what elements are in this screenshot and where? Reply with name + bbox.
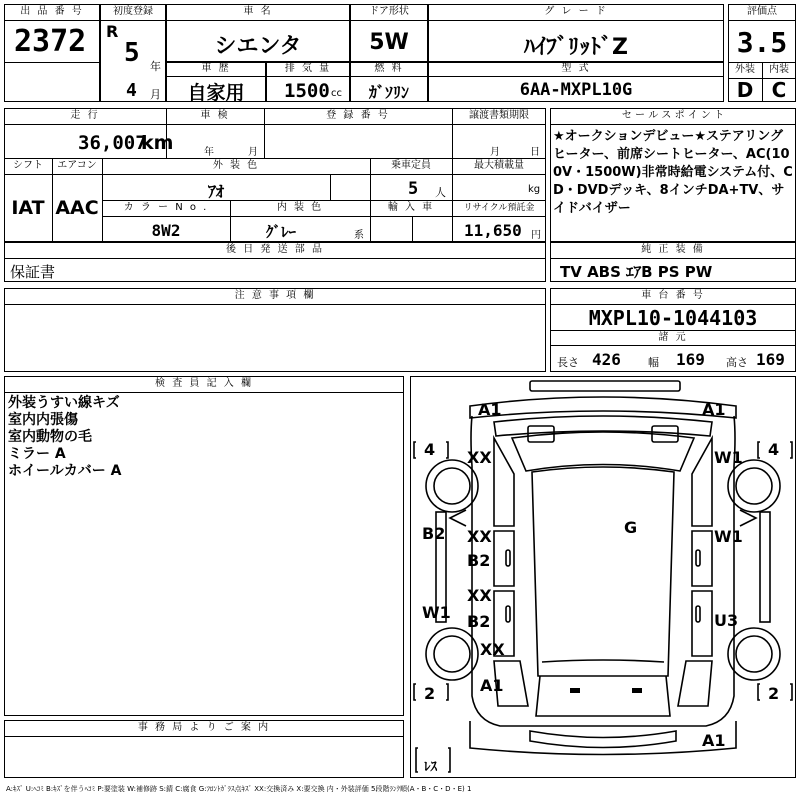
inspector-note: 室内動物の毛 <box>8 429 92 445</box>
mark-door-rear-right: U3 <box>714 611 739 630</box>
tire-tread-front-left: 4 <box>424 440 436 459</box>
mark-roof: G <box>624 518 638 537</box>
lot-number: 2372 <box>14 24 87 59</box>
interior-grade: C <box>771 78 787 102</box>
mark-side-left-b2: B2 <box>422 524 446 543</box>
color-number-label: カ ラ ー N o . <box>123 202 209 213</box>
spare-tire: ﾚｽ <box>424 760 437 775</box>
genuine-equipment: TV ABS ｴｱB PS PW <box>560 263 713 281</box>
interior-color-unit: 系 <box>354 230 364 241</box>
width-label: 幅 <box>648 356 659 369</box>
inspection-month-unit: 月 <box>248 147 258 158</box>
aircon-label: エアコン <box>57 160 97 171</box>
tire-tread-front-right: 4 <box>768 440 780 459</box>
car-name-label: 車 名 <box>243 6 273 17</box>
inspector-label: 検 査 員 記 入 欄 <box>155 378 253 389</box>
chassis-number: MXPL10-1044103 <box>588 306 758 330</box>
displacement: 1500 <box>284 80 330 102</box>
interior-color-label: 内 装 色 <box>276 202 324 213</box>
rating: 3.5 <box>736 26 788 59</box>
door-type-label: ドア形状 <box>369 6 409 17</box>
sales-point-label: セ ー ル ス ポ イ ン ト <box>621 110 725 121</box>
mark-door-rear-left: XX <box>467 586 492 605</box>
mileage: 36,007 <box>78 132 147 154</box>
mark-front-left: A1 <box>478 400 502 419</box>
mileage-label: 走 行 <box>70 110 100 121</box>
mark-front-right: A1 <box>702 400 726 419</box>
capacity: 5 <box>408 179 419 199</box>
capacity-unit: 人 <box>435 186 446 199</box>
inspector-note: ミラー A <box>8 446 66 462</box>
sales-point-text: ★オークションデビュー★ステアリングヒーター、前席シートヒーター、AC(100V・1500W)非常時給電システム付、CD・DVDデッキ、8インチDA+TV、サイドバイザー <box>553 129 793 216</box>
max-load-label: 最大積載量 <box>474 160 524 171</box>
mark-door-front-right: W1 <box>714 527 743 546</box>
inspection-label: 車 検 <box>200 110 230 121</box>
legend: A:ｷｽﾞ U:ﾍｺﾐ B:ｷｽﾞを伴うﾍｺﾐ P:要塗装 W:補修跡 S:錆 C:腐食 G:ﾌﾛﾝﾄｶﾞﾗｽ点ｷｽﾞ XX:交換済み X:要交換 内・外装評価 5段階ﾗﾝｸ順(A・B・C・D・E) 1 <box>6 785 472 793</box>
grade-label: グ レ ー ド <box>544 6 608 17</box>
height-label: 高さ <box>726 356 748 369</box>
car-name: シエンタ <box>214 34 302 59</box>
mark-rear-left: A1 <box>480 676 504 695</box>
inspection-year-unit: 年 <box>204 147 214 158</box>
interior-color: ｸﾞﾚｰ <box>266 223 297 241</box>
exterior-grade-label: 外装 <box>735 64 755 75</box>
inspector-note: ホイールカバー A <box>8 463 122 479</box>
fuel-label: 燃 料 <box>374 63 404 74</box>
transfer-day-unit: 日 <box>530 147 540 158</box>
height: 169 <box>756 350 785 369</box>
aircon: AAC <box>55 197 99 219</box>
exterior-grade: D <box>736 78 754 102</box>
mark-door-rear-left-2: B2 <box>467 612 491 631</box>
displacement-label: 排 気 量 <box>284 63 332 74</box>
color-number: 8W2 <box>151 221 181 240</box>
mark-rear-bottom: A1 <box>702 731 726 750</box>
tire-tread-rear-right: 2 <box>768 684 780 703</box>
transfer-month-unit: 月 <box>490 147 500 158</box>
mark-door-front-left-2: B2 <box>467 551 491 570</box>
registration-number-label: 登 録 番 号 <box>326 110 390 121</box>
mark-door-front-left: XX <box>467 527 492 546</box>
transfer-deadline-label: 譲渡書類期限 <box>469 110 529 121</box>
recycle-label: リサイクル預託金 <box>463 203 535 213</box>
shift: IAT <box>11 197 45 219</box>
exterior-color-label: 外 装 色 <box>212 160 260 171</box>
genuine-equipment-label: 純 正 装 備 <box>641 244 705 255</box>
office-info-label: 事 務 局 よ り ご 案 内 <box>137 722 271 733</box>
month-unit: 月 <box>150 88 161 101</box>
length-label: 長さ <box>557 356 579 369</box>
mileage-unit: km <box>141 132 174 154</box>
month: 4 <box>126 80 137 101</box>
dimensions-label: 諸 元 <box>658 332 688 343</box>
inspector-note: 室内内張傷 <box>8 412 78 428</box>
max-load-unit: kg <box>528 184 541 195</box>
shift-label: シフト <box>13 160 43 171</box>
inspector-notes <box>8 395 121 480</box>
mark-side-left-w1: W1 <box>422 603 451 622</box>
model-type: 6AA-MXPL10G <box>519 80 633 100</box>
year-unit: 年 <box>150 60 161 73</box>
grade: ﾊｲﾌﾞﾘｯﾄﾞZ <box>524 35 628 60</box>
chassis-number-label: 車 台 番 号 <box>641 290 705 301</box>
import-label: 輸 入 車 <box>387 202 435 213</box>
model-type-label: 型 式 <box>561 63 591 74</box>
first-registration-label: 初度登録 <box>113 6 153 17</box>
fuel: ｶﾞｿﾘﾝ <box>368 83 409 102</box>
later-parts-label: 後 日 発 送 部 品 <box>226 244 324 255</box>
rating-label: 評価点 <box>747 6 777 17</box>
inspector-note: 外装うすい線キズ <box>8 395 120 411</box>
mark-fender-right: W1 <box>714 448 743 467</box>
displacement-unit: cc <box>331 88 342 99</box>
recycle-deposit: 11,650 <box>464 221 522 240</box>
history: 自家用 <box>187 82 245 104</box>
later-parts: 保証書 <box>10 263 56 281</box>
mark-fender-left: XX <box>467 448 492 467</box>
exterior-color: ｱｵ <box>207 182 224 201</box>
notes-label: 注 意 事 項 欄 <box>234 290 316 301</box>
tire-tread-rear-left: 2 <box>424 684 436 703</box>
length: 426 <box>592 350 621 369</box>
mark-rear-fender-left: XX <box>480 640 505 659</box>
capacity-label: 乗車定員 <box>391 160 431 171</box>
history-label: 車 歴 <box>201 63 231 74</box>
year: 5 <box>124 38 140 68</box>
interior-grade-label: 内装 <box>769 64 789 75</box>
width: 169 <box>676 350 705 369</box>
era: R <box>106 22 119 41</box>
lot-number-label: 出 品 番 号 <box>20 6 84 17</box>
car-diagram <box>410 376 796 778</box>
recycle-unit: 円 <box>531 230 541 241</box>
door-type: 5W <box>369 30 409 55</box>
